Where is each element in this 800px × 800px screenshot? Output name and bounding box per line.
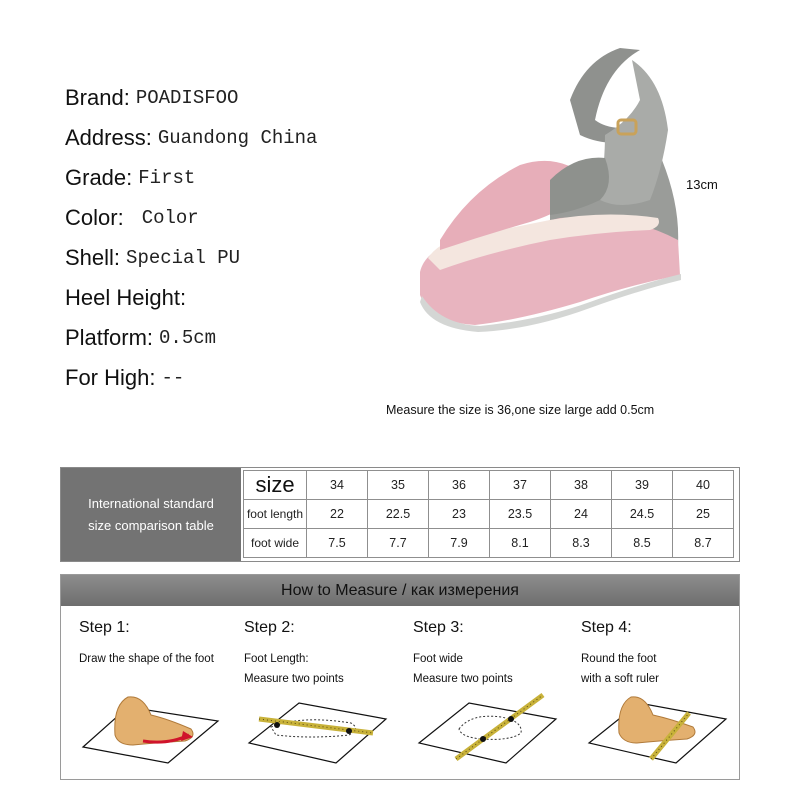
step-title: Step 1: xyxy=(79,619,130,636)
step-title: Step 2: xyxy=(244,619,295,636)
spec-value: POADISFOO xyxy=(135,87,239,109)
size-table-title-line1: International standard xyxy=(88,495,214,511)
spec-brand xyxy=(65,78,317,118)
table-cell: 8.1 xyxy=(490,529,551,558)
table-cell: 24.5 xyxy=(612,500,673,529)
spec-value: 0.5cm xyxy=(159,327,217,349)
step-line: Measure two points xyxy=(413,673,513,685)
step-4 xyxy=(581,619,741,689)
table-cell: 7.7 xyxy=(368,529,429,558)
step-line: Foot Length: xyxy=(244,653,309,665)
table-cell: 22.5 xyxy=(368,500,429,529)
table-row xyxy=(244,471,734,500)
table-cell: 23 xyxy=(429,500,490,529)
step-line: Round the foot xyxy=(581,653,657,665)
table-cell: 39 xyxy=(612,471,673,500)
step-3 xyxy=(413,619,573,689)
table-cell: 8.3 xyxy=(551,529,612,558)
step-2 xyxy=(244,619,404,689)
spec-list xyxy=(65,78,317,398)
spec-value: Guandong China xyxy=(157,127,318,149)
table-cell: 22 xyxy=(307,500,368,529)
table-cell: 7.5 xyxy=(307,529,368,558)
spec-shell xyxy=(65,238,317,278)
table-cell: 25 xyxy=(673,500,734,529)
how-to-measure-panel xyxy=(60,574,740,780)
step-description xyxy=(413,649,573,689)
size-note: Measure the size is 36,one size large add 0.5cm xyxy=(386,403,655,417)
spec-label: Platform: xyxy=(65,325,154,350)
spec-label: Shell: xyxy=(65,245,121,270)
table-cell: 36 xyxy=(429,471,490,500)
spec-for-high xyxy=(65,358,317,398)
table-cell: 8.5 xyxy=(612,529,673,558)
step-description xyxy=(79,649,239,669)
how-to-measure-heading: How to Measure / как измерения xyxy=(61,575,739,606)
sandal-product-image xyxy=(400,40,700,340)
size-table-title xyxy=(61,468,241,561)
table-cell: 40 xyxy=(673,471,734,500)
table-cell: 38 xyxy=(551,471,612,500)
table-cell: 37 xyxy=(490,471,551,500)
spec-value: Color xyxy=(141,207,199,229)
table-row xyxy=(244,500,734,529)
step-2-illustration xyxy=(241,685,391,765)
step-3-illustration xyxy=(411,685,561,765)
spec-address xyxy=(65,118,317,158)
step-title: Step 3: xyxy=(413,619,464,636)
table-cell: 23.5 xyxy=(490,500,551,529)
spec-color xyxy=(65,198,317,238)
row-header: foot wide xyxy=(244,529,307,558)
step-line: Draw the shape of the foot xyxy=(79,653,214,665)
size-table-title-line2: size comparison table xyxy=(88,517,214,533)
spec-heel-height xyxy=(65,278,317,318)
table-cell: 34 xyxy=(307,471,368,500)
step-title: Step 4: xyxy=(581,619,632,636)
spec-value: First xyxy=(138,167,196,189)
step-description xyxy=(244,649,404,689)
spec-label: Heel Height: xyxy=(65,285,187,310)
size-comparison-table xyxy=(60,467,740,562)
spec-value: -- xyxy=(161,367,185,389)
table-cell: 7.9 xyxy=(429,529,490,558)
step-line: Foot wide xyxy=(413,653,463,665)
size-grid xyxy=(243,470,734,558)
spec-grade xyxy=(65,158,317,198)
spec-value: Special PU xyxy=(126,247,241,269)
table-cell: 8.7 xyxy=(673,529,734,558)
step-description xyxy=(581,649,741,689)
table-cell: 35 xyxy=(368,471,429,500)
step-line: with a soft ruler xyxy=(581,673,659,685)
row-header: foot length xyxy=(244,500,307,529)
table-row xyxy=(244,529,734,558)
row-header: size xyxy=(244,471,307,500)
spec-label: Brand: xyxy=(65,85,130,110)
heel-dimension-label: 13cm xyxy=(686,177,718,192)
spec-label: Grade: xyxy=(65,165,133,190)
step-line: Measure two points xyxy=(244,673,344,685)
step-1-illustration xyxy=(73,685,223,765)
step-4-illustration xyxy=(581,685,731,765)
table-cell: 24 xyxy=(551,500,612,529)
step-1 xyxy=(79,619,239,669)
spec-label: Address: xyxy=(65,125,152,150)
spec-label: For High: xyxy=(65,365,156,390)
spec-label: Color: xyxy=(65,205,124,230)
spec-platform xyxy=(65,318,317,358)
